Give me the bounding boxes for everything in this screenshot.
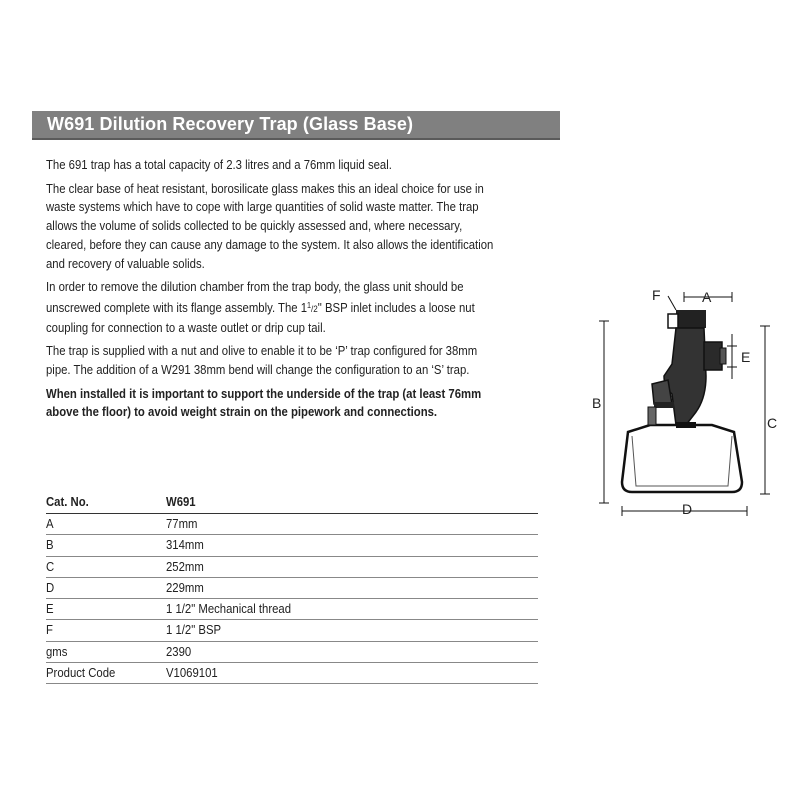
spec-key: F [46, 623, 53, 638]
spec-value: 77mm [166, 517, 198, 531]
spec-row [46, 642, 538, 663]
paragraph-removal [46, 278, 496, 337]
paragraph-glass-base: The clear base of heat resistant, borosilicate glass makes this an ideal choice for use in waste systems which have to cope with large quantities of solid waste matter. The trap allows the volume of solids collected to be quickly assessed and, where necessary, cleared, before they can cause any damage to the system. It also allows the identification and recovery of valuable solids. [46, 181, 494, 271]
spec-key: A [46, 517, 54, 531]
spec-table-header [46, 492, 538, 514]
paragraph-removal-end: " BSP inlet includes a loose nut coupling for connection to a waste outlet or drip cup tail. [46, 300, 475, 335]
paragraph-configuration: The trap is supplied with a nut and olive to enable it to be ‘P’ trap configured for 38mm pipe. The addition of a W291 38mm bend will change the configuration to an ‘S’ trap. [46, 344, 478, 378]
spec-value: 1 1/2" BSP [166, 623, 222, 638]
spec-table [46, 492, 538, 684]
spec-key: C [46, 559, 55, 574]
spec-value: 1 1/2" Mechanical thread [166, 602, 292, 617]
fraction-denominator: /2 [311, 303, 318, 314]
spec-row [46, 599, 538, 620]
section-title: W691 Dilution Recovery Trap (Glass Base) [47, 114, 414, 134]
fraction [307, 300, 318, 314]
spec-value: 314mm [166, 538, 204, 553]
spec-value: 2390 [166, 644, 192, 659]
spec-row [46, 578, 538, 599]
dimension-label-d: D [682, 501, 693, 516]
spec-key: B [46, 538, 54, 553]
spec-row [46, 557, 538, 578]
spec-value: 252mm [166, 559, 204, 574]
spec-value: 229mm [166, 580, 204, 595]
spec-row [46, 620, 538, 641]
description-text [46, 156, 496, 427]
spec-row [46, 514, 538, 535]
spec-header-key: Cat. No. [46, 495, 89, 509]
spec-value: V1069101 [166, 666, 218, 681]
dimension-label-e: E [741, 349, 751, 365]
spec-key: D [46, 580, 55, 595]
section-title-bar [32, 111, 560, 140]
spec-key: Product Code [46, 666, 116, 681]
spec-key: gms [46, 644, 68, 659]
installation-warning: When installed it is important to support the underside of the trap (at least 76mm above the floor) to avoid weight strain on the pipework and connections. [46, 386, 482, 420]
dimension-label-a: A [702, 289, 712, 305]
dimension-label-f: F [652, 287, 661, 303]
spec-row [46, 535, 538, 556]
spec-row [46, 663, 538, 684]
paragraph-removal-start: In order to remove the dilution chamber from the trap body, the glass unit should be unscrewed complete with its flange assembly. The 1 [46, 280, 464, 315]
trap-drawing [622, 310, 742, 492]
fraction-numerator: 1 [307, 300, 312, 310]
dimension-label-c: C [767, 415, 778, 431]
dimension-label-b: B [592, 395, 602, 411]
paragraph-capacity: The 691 trap has a total capacity of 2.3 litres and a 76mm liquid seal. [46, 158, 392, 172]
trap-dimension-diagram [592, 284, 782, 516]
spec-header-value: W691 [166, 495, 196, 509]
spec-key: E [46, 602, 54, 617]
